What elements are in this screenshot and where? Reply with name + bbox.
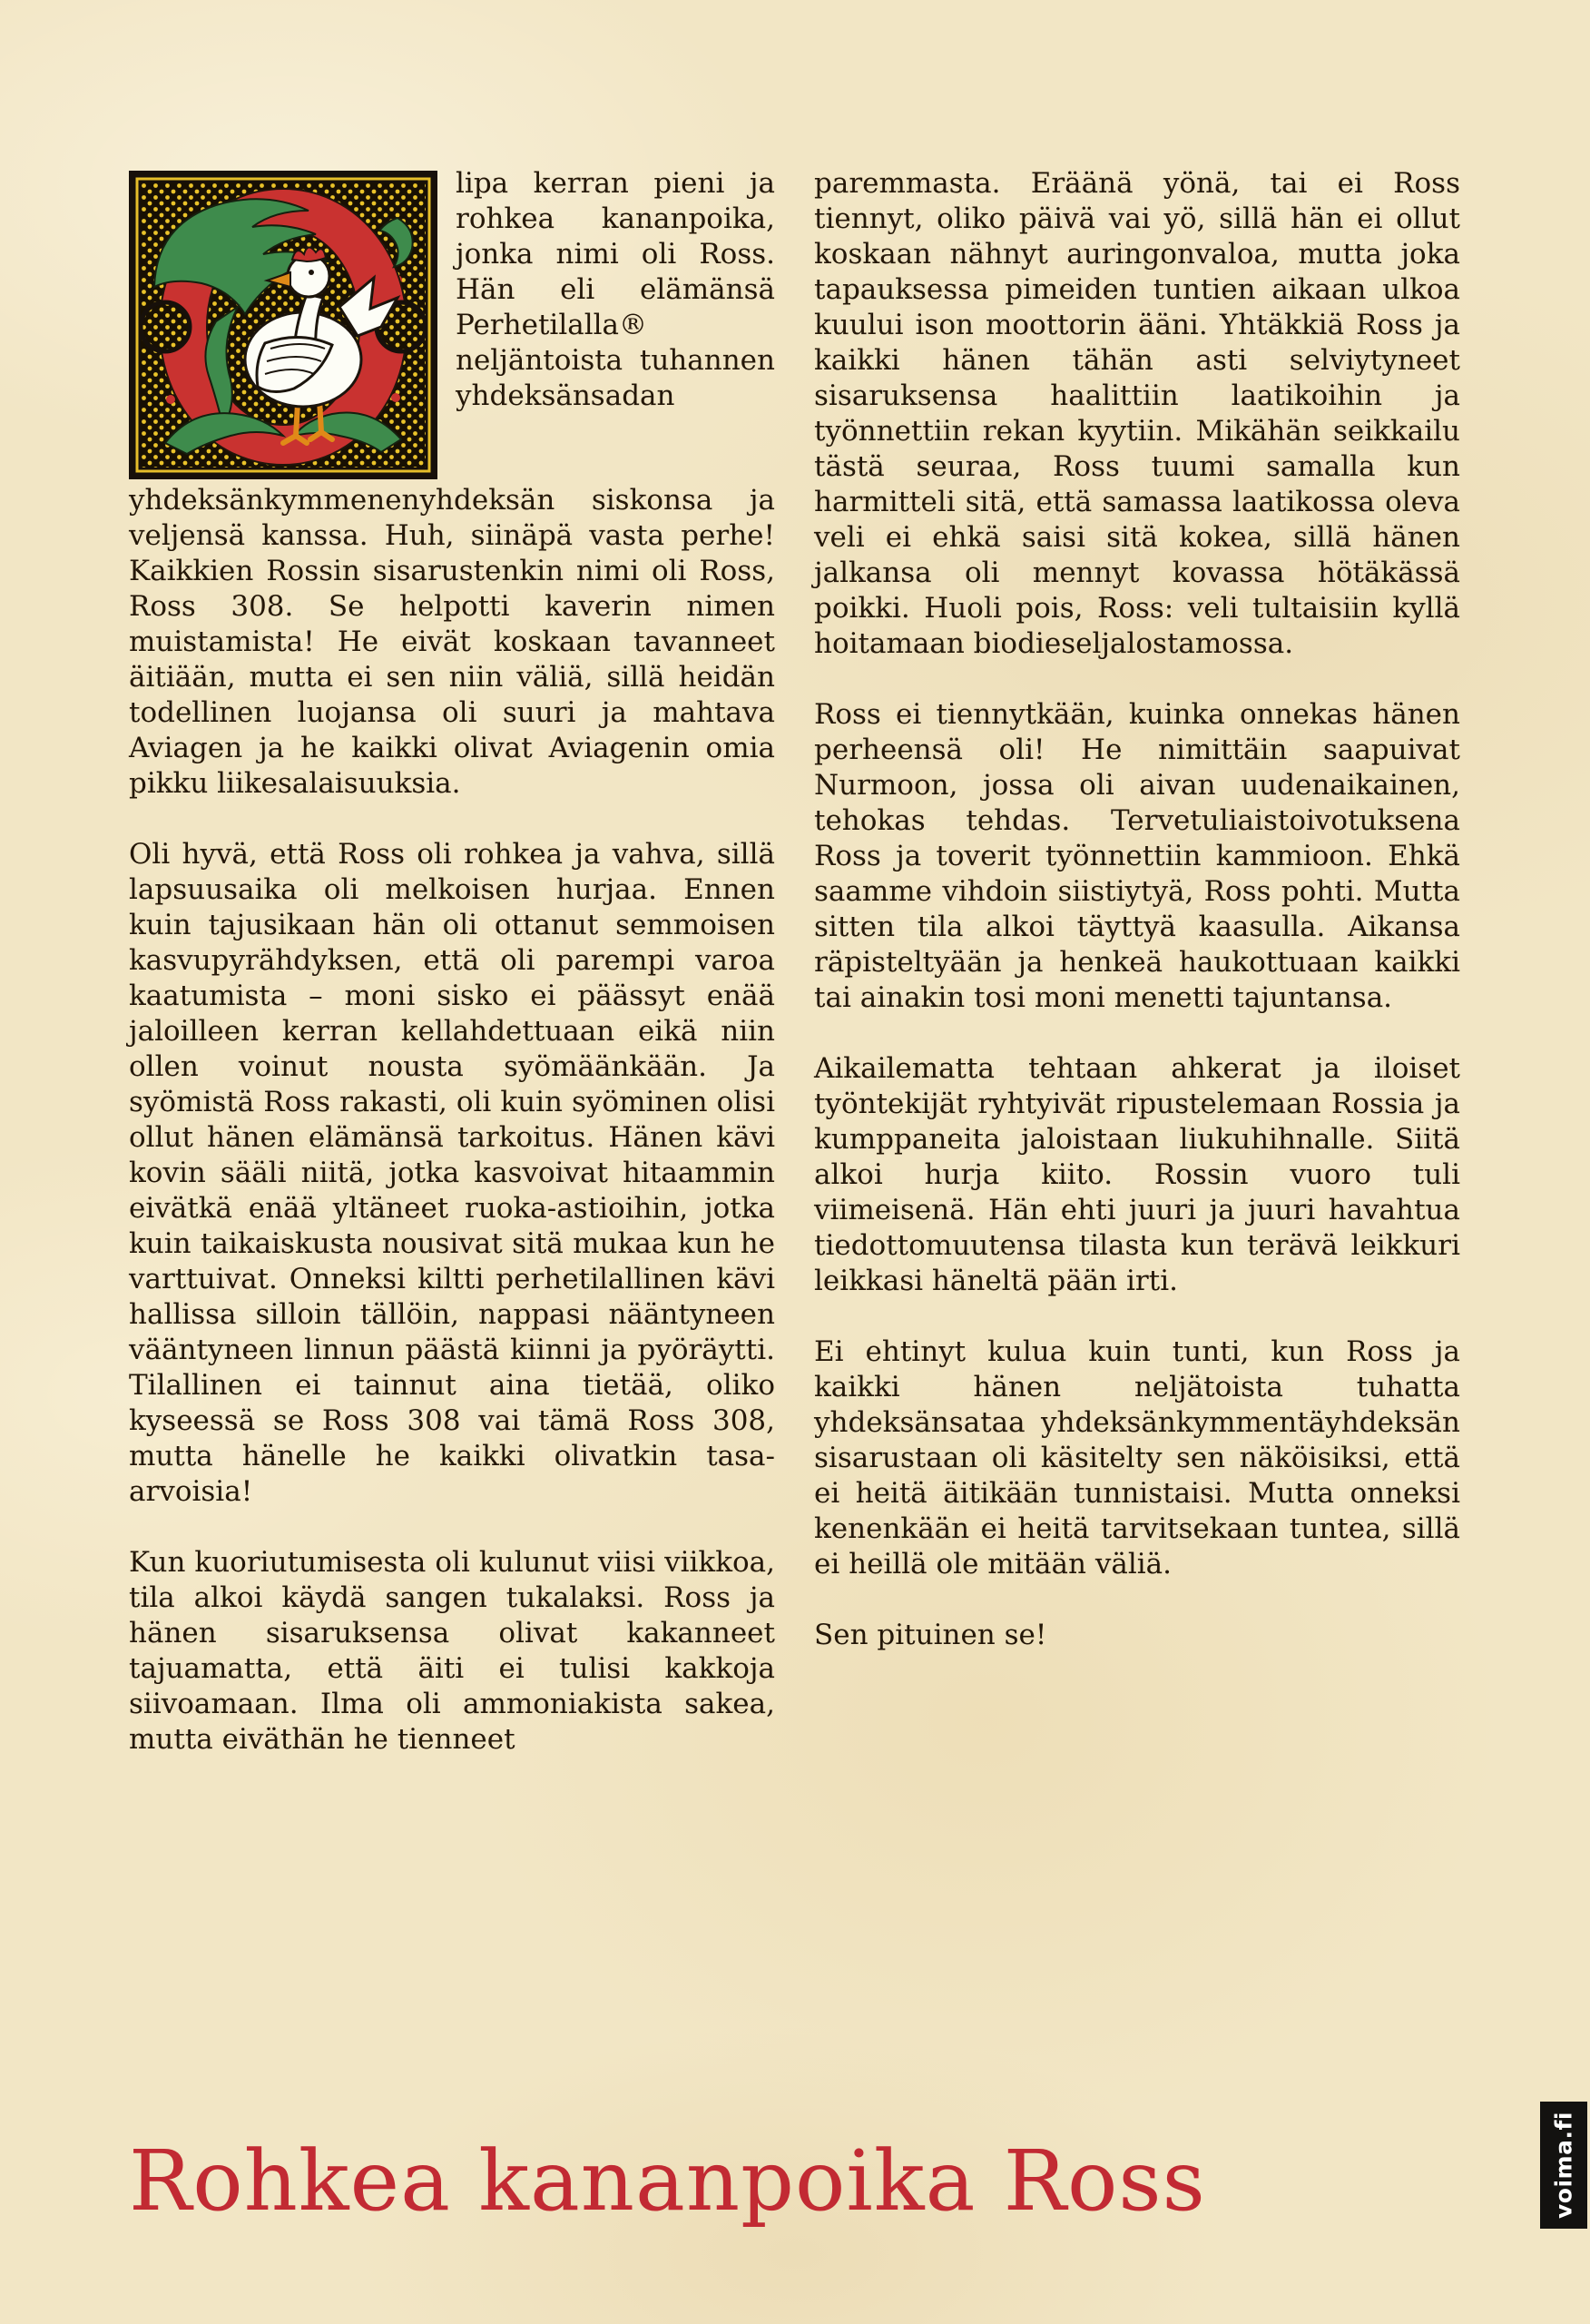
illuminated-initial-icon <box>129 171 437 479</box>
text-column-1 <box>129 166 775 1758</box>
story-paragraph: paremmasta. Eräänä yönä, tai ei Ross tiennyt, oliko päivä vai yö, sillä hän ei ollut koskaan nähnyt auringonvaloa, mutta joka tapauksessa pimeiden tuntien aikaan ulkoa kuului ison moottorin ääni. Yhtäkkiä Ross ja kaikki hänen tähän asti selviytyneet sisaruksensa haalittiin laatikoihin ja työnnettiin rekan kyytiin. Mikähän seikkailu tästä seuraa, Ross tuumi samalla kun harmitteli sitä, että samassa laatikossa oleva veli ei ehkä saisi sitä kokea, sillä hänen jalkansa oli mennyt kovassa hötäkässä poikki. Huoli pois, Ross: veli tultaisiin kyllä hoitamaan biodieseljalostamossa. <box>814 167 1460 660</box>
story-paragraph: Sen pituinen se! <box>814 1619 1047 1651</box>
story-paragraph: Kun kuoriutumisesta oli kulunut viisi viikkoa, tila alkoi käydä sangen tukalaksi. Ross ja hänen sisaruksensa olivat kakanneet tajuamatta, että äiti ei tulisi kakkoja siivoamaan. Ilma oli ammoniakista sakea, mutta eiväthän he tienneet <box>129 1546 775 1756</box>
story-text <box>129 166 1460 1758</box>
story-paragraph: lipa kerran pieni ja rohkea kananpoika, jonka nimi oli Ross. Hän eli elämänsä Perhetilalla® neljäntoista tuhannen yhdeksänsadan yhdeksänkymmenenyhdeksän siskonsa ja veljensä kanssa. Huh, siinäpä vasta perhe! Kaikkien Rossin sisarustenkin nimi oli Ross, Ross 308. Se helpotti kaverin nimen muistamista! He eivät koskaan tavanneet äitiään, mutta ei sen niin väliä, sillä heidän todellinen luojansa oli suuri ja mahtava Aviagen ja he kaikki olivat Aviagenin omia pikku liikesalaisuuksia. <box>129 167 775 800</box>
story-paragraph: Ross ei tiennytkään, kuinka onnekas hänen perheensä oli! He nimittäin saapuivat Nurmoon, jossa oli aivan uudenaikainen, tehokas tehdas. Tervetuliaistoivotuksena Ross ja toverit työnnettiin kammioon. Ehkä saamme vihdoin siistiytyä, Ross pohti. Mutta sitten tila alkoi täyttyä kaasulla. Aikansa räpisteltyään ja henkeä haukottuaan kaikki tai ainakin tosi moni menetti tajuntansa. <box>814 698 1460 1014</box>
illuminated-initial-o <box>129 171 437 479</box>
story-paragraph: Oli hyvä, että Ross oli rohkea ja vahva, sillä lapsuusaika oli melkoisen hurjaa. Ennen kuin tajusikaan hän oli ottanut semmoisen kasvupyrähdyksen, että oli parempi varoa kaatumista – moni sisko ei päässyt enää jaloilleen kerran kellahdettuaan eikä niin ollen voinut nousta syömäänkään. Ja syömistä Ross rakasti, oli kuin syöminen olisi ollut hänen elämänsä tarkoitus. Hänen kävi kovin sääli niitä, jotka kasvoivat hitaammin eivätkä enää yltäneet ruoka-astioihin, jotka kuin taikaiskusta nousivat sitä mukaa kun he varttuivat. Onneksi kiltti perhetilallinen kävi hallissa silloin tällöin, nappasi nääntyneen vääntyneen linnun päästä kiinni ja pyöräytti. Tilallinen ei tainnut aina tietää, oliko kyseessä se Ross 308 vai tämä Ross 308, mutta hänelle he kaikki olivatkin tasa-arvoisia! <box>129 838 775 1508</box>
text-column-2 <box>814 166 1460 1758</box>
story-paragraph: Aikailematta tehtaan ahkerat ja iloiset työntekijät ryhtyivät ripustelemaan Rossia ja kumppaneita jaloistaan liukuhihnalle. Siitä alkoi hurja kiito. Rossin vuoro tuli viimeisenä. Hän ehti juuri ja juuri havahtua tiedottomuutensa tilasta kun terävä leikkuri leikkasi häneltä pään irti. <box>814 1052 1460 1297</box>
page-title: Rohkea kananpoika Ross <box>129 2132 1206 2230</box>
story-paragraph: Ei ehtinyt kulua kuin tunti, kun Ross ja kaikki hänen neljätoista tuhatta yhdeksänsataa yhdeksänkymmentäyhdeksän sisarustaan oli käsitelty sen näköisiksi, että ei heitä äitikään tunnistaisi. Mutta onneksi kenenkään ei heitä tarvitsekaan tuntea, sillä ei heillä ole mitään väliä. <box>814 1335 1460 1581</box>
voima-logo: voima.fi <box>1540 2102 1587 2229</box>
